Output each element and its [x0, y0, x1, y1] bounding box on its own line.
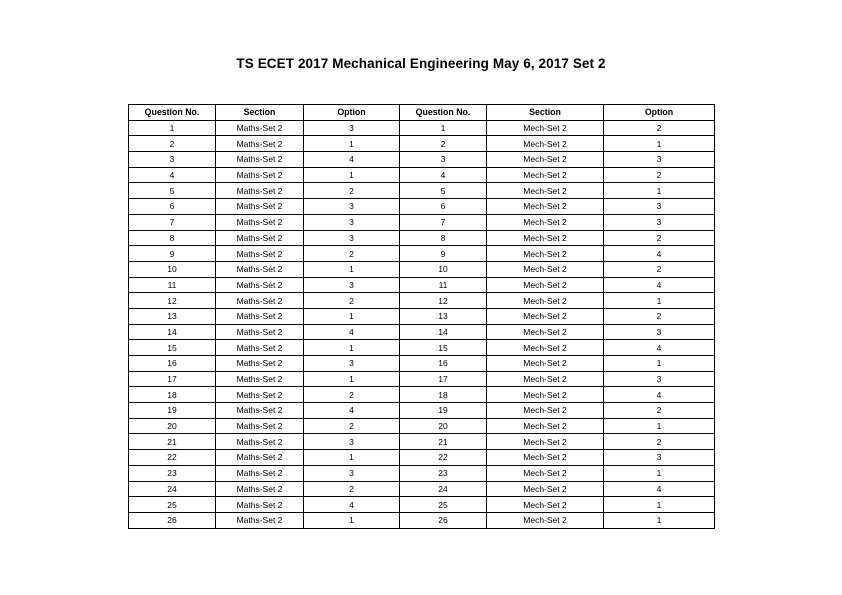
cell-option-left: 2 [304, 387, 400, 403]
cell-section-left: Maths-Set 2 [216, 261, 304, 277]
table-row [129, 387, 715, 403]
cell-section-left: Maths-Set 2 [216, 434, 304, 450]
cell-section-right: Mech-Set 2 [487, 261, 604, 277]
cell-option-right: 1 [604, 356, 715, 372]
table-row [129, 230, 715, 246]
cell-section-right: Mech-Set 2 [487, 167, 604, 183]
cell-option-left: 3 [304, 465, 400, 481]
cell-option-right: 2 [604, 167, 715, 183]
table-row [129, 465, 715, 481]
cell-section-right: Mech-Set 2 [487, 120, 604, 136]
cell-question-no-left: 26 [129, 512, 216, 528]
cell-section-right: Mech-Set 2 [487, 512, 604, 528]
cell-option-left: 1 [304, 340, 400, 356]
cell-option-left: 4 [304, 324, 400, 340]
table-row [129, 214, 715, 230]
cell-question-no-left: 6 [129, 199, 216, 215]
cell-option-right: 3 [604, 324, 715, 340]
cell-section-right: Mech-Set 2 [487, 183, 604, 199]
cell-option-left: 2 [304, 418, 400, 434]
cell-question-no-right: 25 [400, 497, 487, 513]
cell-question-no-left: 14 [129, 324, 216, 340]
cell-section-left: Maths-Set 2 [216, 387, 304, 403]
table-row [129, 324, 715, 340]
cell-question-no-right: 2 [400, 136, 487, 152]
cell-question-no-right: 15 [400, 340, 487, 356]
cell-question-no-left: 15 [129, 340, 216, 356]
cell-question-no-left: 5 [129, 183, 216, 199]
cell-section-left: Maths-Set 2 [216, 120, 304, 136]
table-row [129, 183, 715, 199]
cell-section-right: Mech-Set 2 [487, 465, 604, 481]
cell-section-left: Maths-Set 2 [216, 277, 304, 293]
cell-section-right: Mech-Set 2 [487, 230, 604, 246]
cell-option-left: 3 [304, 230, 400, 246]
cell-option-left: 3 [304, 356, 400, 372]
cell-option-right: 3 [604, 450, 715, 466]
table-row [129, 418, 715, 434]
cell-section-right: Mech-Set 2 [487, 403, 604, 419]
cell-question-no-right: 1 [400, 120, 487, 136]
cell-question-no-right: 23 [400, 465, 487, 481]
cell-option-right: 4 [604, 246, 715, 262]
cell-option-left: 3 [304, 120, 400, 136]
cell-question-no-left: 22 [129, 450, 216, 466]
table-row [129, 308, 715, 324]
cell-option-right: 3 [604, 214, 715, 230]
cell-question-no-left: 3 [129, 152, 216, 168]
header-section-left: Section [216, 105, 304, 121]
cell-section-right: Mech-Set 2 [487, 324, 604, 340]
cell-section-right: Mech-Set 2 [487, 293, 604, 309]
cell-section-right: Mech-Set 2 [487, 418, 604, 434]
cell-question-no-left: 1 [129, 120, 216, 136]
cell-option-left: 2 [304, 293, 400, 309]
cell-section-right: Mech-Set 2 [487, 152, 604, 168]
cell-section-left: Maths-Set 2 [216, 481, 304, 497]
cell-option-right: 1 [604, 465, 715, 481]
table-row [129, 199, 715, 215]
cell-section-left: Maths-Set 2 [216, 465, 304, 481]
cell-option-right: 2 [604, 261, 715, 277]
cell-section-right: Mech-Set 2 [487, 387, 604, 403]
cell-section-right: Mech-Set 2 [487, 277, 604, 293]
cell-section-left: Maths-Set 2 [216, 214, 304, 230]
cell-section-left: Maths-Set 2 [216, 324, 304, 340]
cell-option-right: 4 [604, 277, 715, 293]
cell-question-no-left: 10 [129, 261, 216, 277]
cell-section-left: Maths-Set 2 [216, 512, 304, 528]
table-row [129, 261, 715, 277]
cell-section-right: Mech-Set 2 [487, 481, 604, 497]
cell-question-no-left: 19 [129, 403, 216, 419]
cell-section-right: Mech-Set 2 [487, 199, 604, 215]
cell-question-no-right: 19 [400, 403, 487, 419]
cell-option-left: 4 [304, 497, 400, 513]
cell-question-no-right: 18 [400, 387, 487, 403]
header-option-left: Option [304, 105, 400, 121]
cell-question-no-left: 25 [129, 497, 216, 513]
table-body [129, 120, 715, 528]
cell-section-left: Maths-Set 2 [216, 308, 304, 324]
cell-section-right: Mech-Set 2 [487, 246, 604, 262]
cell-section-left: Maths-Set 2 [216, 293, 304, 309]
cell-option-right: 2 [604, 308, 715, 324]
table-row [129, 434, 715, 450]
cell-section-left: Maths-Set 2 [216, 356, 304, 372]
header-section-right: Section [487, 105, 604, 121]
cell-question-no-right: 6 [400, 199, 487, 215]
table-row [129, 136, 715, 152]
cell-option-left: 1 [304, 371, 400, 387]
document-title: TS ECET 2017 Mechanical Engineering May 6, 2017 Set 2 [236, 56, 606, 71]
cell-option-right: 1 [604, 497, 715, 513]
cell-option-left: 3 [304, 277, 400, 293]
cell-option-right: 1 [604, 512, 715, 528]
cell-question-no-left: 8 [129, 230, 216, 246]
cell-section-left: Maths-Set 2 [216, 246, 304, 262]
cell-question-no-left: 16 [129, 356, 216, 372]
cell-section-right: Mech-Set 2 [487, 356, 604, 372]
cell-section-right: Mech-Set 2 [487, 497, 604, 513]
cell-section-left: Maths-Set 2 [216, 418, 304, 434]
cell-section-right: Mech-Set 2 [487, 214, 604, 230]
table-row [129, 293, 715, 309]
cell-question-no-left: 17 [129, 371, 216, 387]
cell-section-left: Maths-Set 2 [216, 340, 304, 356]
cell-question-no-right: 22 [400, 450, 487, 466]
cell-question-no-left: 9 [129, 246, 216, 262]
cell-question-no-right: 5 [400, 183, 487, 199]
cell-option-left: 4 [304, 152, 400, 168]
cell-question-no-left: 20 [129, 418, 216, 434]
cell-option-left: 3 [304, 199, 400, 215]
table-row [129, 356, 715, 372]
cell-section-left: Maths-Set 2 [216, 371, 304, 387]
cell-question-no-right: 7 [400, 214, 487, 230]
cell-question-no-right: 20 [400, 418, 487, 434]
table-row [129, 481, 715, 497]
cell-option-right: 3 [604, 371, 715, 387]
cell-option-left: 1 [304, 512, 400, 528]
cell-question-no-right: 16 [400, 356, 487, 372]
cell-section-left: Maths-Set 2 [216, 183, 304, 199]
cell-question-no-right: 26 [400, 512, 487, 528]
cell-question-no-left: 13 [129, 308, 216, 324]
cell-option-left: 2 [304, 246, 400, 262]
table-row [129, 246, 715, 262]
table-row [129, 403, 715, 419]
cell-option-right: 4 [604, 481, 715, 497]
table-row [129, 450, 715, 466]
table-row [129, 120, 715, 136]
cell-question-no-right: 10 [400, 261, 487, 277]
cell-question-no-left: 4 [129, 167, 216, 183]
cell-section-left: Maths-Set 2 [216, 450, 304, 466]
cell-question-no-right: 4 [400, 167, 487, 183]
cell-section-left: Maths-Set 2 [216, 167, 304, 183]
cell-section-left: Maths-Set 2 [216, 136, 304, 152]
cell-option-right: 3 [604, 152, 715, 168]
cell-question-no-left: 21 [129, 434, 216, 450]
table-header-row [129, 105, 715, 121]
cell-option-right: 1 [604, 183, 715, 199]
cell-section-right: Mech-Set 2 [487, 371, 604, 387]
cell-question-no-left: 11 [129, 277, 216, 293]
cell-option-right: 3 [604, 199, 715, 215]
cell-question-no-right: 11 [400, 277, 487, 293]
cell-section-right: Mech-Set 2 [487, 434, 604, 450]
table-row [129, 371, 715, 387]
table-row [129, 497, 715, 513]
cell-section-left: Maths-Set 2 [216, 199, 304, 215]
cell-question-no-right: 17 [400, 371, 487, 387]
cell-section-left: Maths-Set 2 [216, 230, 304, 246]
cell-option-left: 1 [304, 136, 400, 152]
cell-option-right: 2 [604, 403, 715, 419]
cell-question-no-right: 3 [400, 152, 487, 168]
header-question-no-right: Question No. [400, 105, 487, 121]
table-row [129, 277, 715, 293]
cell-question-no-right: 13 [400, 308, 487, 324]
cell-question-no-right: 14 [400, 324, 487, 340]
cell-question-no-left: 7 [129, 214, 216, 230]
cell-option-left: 2 [304, 481, 400, 497]
cell-option-right: 4 [604, 387, 715, 403]
table-row [129, 512, 715, 528]
cell-option-left: 1 [304, 261, 400, 277]
cell-option-left: 1 [304, 167, 400, 183]
cell-option-right: 1 [604, 293, 715, 309]
cell-section-right: Mech-Set 2 [487, 450, 604, 466]
cell-option-left: 2 [304, 183, 400, 199]
cell-question-no-right: 8 [400, 230, 487, 246]
cell-option-right: 2 [604, 230, 715, 246]
cell-question-no-left: 24 [129, 481, 216, 497]
cell-question-no-left: 2 [129, 136, 216, 152]
cell-section-left: Maths-Set 2 [216, 152, 304, 168]
cell-question-no-left: 23 [129, 465, 216, 481]
cell-question-no-right: 9 [400, 246, 487, 262]
cell-option-left: 3 [304, 434, 400, 450]
table-row [129, 340, 715, 356]
answer-key-table [128, 104, 715, 529]
cell-option-left: 4 [304, 403, 400, 419]
cell-option-left: 1 [304, 308, 400, 324]
cell-question-no-right: 24 [400, 481, 487, 497]
table-row [129, 167, 715, 183]
cell-question-no-left: 12 [129, 293, 216, 309]
cell-section-right: Mech-Set 2 [487, 136, 604, 152]
cell-question-no-right: 12 [400, 293, 487, 309]
cell-section-left: Maths-Set 2 [216, 403, 304, 419]
cell-option-left: 1 [304, 450, 400, 466]
header-question-no-left: Question No. [129, 105, 216, 121]
cell-question-no-right: 21 [400, 434, 487, 450]
cell-option-left: 3 [304, 214, 400, 230]
cell-option-right: 2 [604, 434, 715, 450]
cell-section-right: Mech-Set 2 [487, 308, 604, 324]
cell-section-left: Maths-Set 2 [216, 497, 304, 513]
cell-option-right: 1 [604, 136, 715, 152]
table-row [129, 152, 715, 168]
cell-option-right: 2 [604, 120, 715, 136]
cell-question-no-left: 18 [129, 387, 216, 403]
cell-option-right: 4 [604, 340, 715, 356]
cell-option-right: 1 [604, 418, 715, 434]
header-option-right: Option [604, 105, 715, 121]
cell-section-right: Mech-Set 2 [487, 340, 604, 356]
